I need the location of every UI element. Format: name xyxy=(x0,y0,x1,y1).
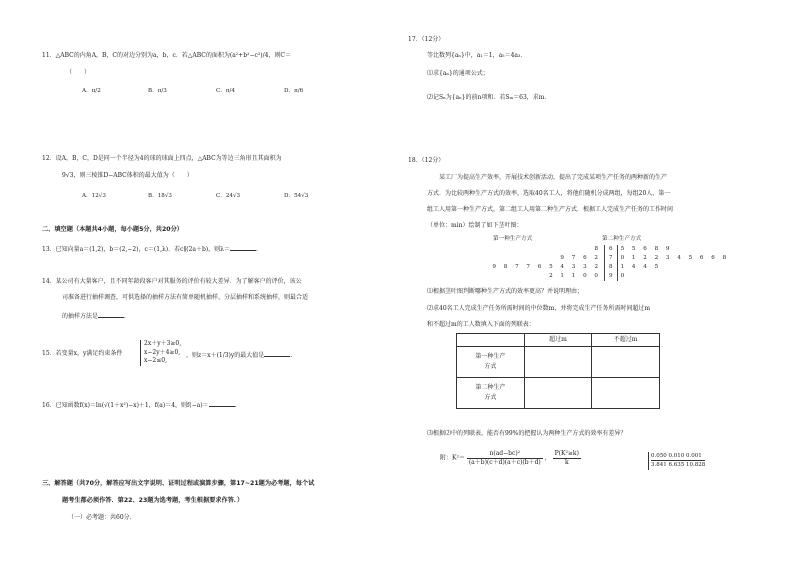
q11-option-a: A．π/2 xyxy=(82,88,101,94)
q12-option-a: A．12√3 xyxy=(82,193,106,199)
q15-constraint-2: x−2y＋4≥0, xyxy=(144,348,181,356)
q18-line1: 某工厂为提高生产效率，开展技术创新活动，提出了完成某项生产任务的两种新的生产 xyxy=(439,174,668,181)
q14-answer-blank xyxy=(98,311,124,318)
stemleaf-stem: 8 xyxy=(605,263,618,272)
q18-line2: 方式．为比较两种生产方式的效率，选取40名工人，将他们随机分成两组，每组20人，第一 xyxy=(427,190,671,197)
q12-option-d: D．54√3 xyxy=(284,193,309,199)
contingency-header-over-m: 超过m xyxy=(524,334,592,347)
q16-text: 16．已知函数f(x)＝ln(√(1＋x²)−x)＋1，f(a)＝4，则f(−a)＝ xyxy=(42,402,209,409)
q15-constraint-3: x−2≤0, xyxy=(144,357,167,365)
stemleaf-right-leaves: 0 1 2 2 3 4 5 6 6 8 xyxy=(620,255,730,261)
q11-option-c: C．π/4 xyxy=(216,88,235,94)
q15-answer-blank xyxy=(264,350,290,357)
q12-stem-line2: 9√3，则三棱锥D−ABC体积的最大值为（ ） xyxy=(62,172,193,179)
stemleaf-row xyxy=(478,254,744,263)
stemleaf-left-leaves: 2 1 1 0 0 xyxy=(549,273,601,279)
contingency-row-label-line2: 方式 xyxy=(484,394,497,401)
contingency-row-label-line1: 第一种生产 xyxy=(475,352,506,360)
q18-part1: ⑴根据茎叶图判断哪种生产方式的效率更高？并说明理由； xyxy=(427,288,584,295)
right-column xyxy=(397,0,794,562)
q11-paren: （ ） xyxy=(66,69,91,76)
stem-leaf-plot xyxy=(478,245,744,281)
k-fraction xyxy=(553,450,581,466)
q12-option-c: C．24√3 xyxy=(216,193,241,199)
stemleaf-head-left: 第一种生产方式 xyxy=(493,236,533,242)
contingency-row-label xyxy=(457,378,525,409)
k-numerator: P(K²≥k) xyxy=(554,450,579,457)
k2-fraction xyxy=(467,450,543,466)
stemleaf-left-leaves: 9 8 7 7 6 5 4 3 3 2 xyxy=(492,264,601,270)
contingency-row xyxy=(457,378,660,409)
q18-part2-line2: 和不超过m的工人数填入下面的列联表： xyxy=(427,321,535,328)
q11-option-b: B．π/3 xyxy=(148,88,167,94)
q18-line4: （单位：min）绘制了如下茎叶图： xyxy=(427,222,523,229)
k2-formula: 附：K²＝ $\frac{\text{n(ad−bc)²}}{(a+b)(c+d)(a+c)(b+d)}$ ， $\frac{\text{P(K²≥k)}}{k}$ xyxy=(440,450,579,466)
stemleaf-stem: 9 xyxy=(605,272,618,281)
q15-tail-text: ，则z＝x＋(1/3)y的最大值是 xyxy=(186,352,265,359)
q14-line2: 司准备进行抽样调查，可供选择的抽样方法有简单随机抽样、分层抽样和系统抽样，则最合适 xyxy=(62,294,309,301)
critical-p-row: 0.050 0.010 0.001 xyxy=(651,452,705,461)
contingency-header-not-over-m: 不超过m xyxy=(592,334,660,347)
contingency-row-label-line2: 方式 xyxy=(484,363,497,370)
q18-part2-line1: ⑵求40名工人完成生产任务所需时间的中位数m，并将完成生产任务所需时间超过m xyxy=(427,305,651,312)
stemleaf-right-leaves: 5 5 6 8 9 xyxy=(620,246,673,252)
stemleaf-row xyxy=(478,272,744,281)
k-denominator: k xyxy=(564,458,569,466)
q13-stem: 13．已知向量a＝(1,2)，b＝(2,−2)，c＝(1,λ)．若c∥(2a＋b)，则λ＝ . xyxy=(42,246,258,253)
q17-part1: ⑴求{aₙ}的通项公式； xyxy=(427,70,489,77)
k2-denominator: (a＋b)(c＋d)(a＋c)(b＋d) xyxy=(468,458,541,466)
q14-line3: 的抽样方法是 . xyxy=(62,313,126,320)
q15-tail: ，则z＝x＋(1/3)y的最大值是 . xyxy=(186,352,293,359)
q12-option-b: B．18√3 xyxy=(148,193,172,199)
q17-title: 17．（12分） xyxy=(408,36,445,43)
contingency-cell xyxy=(592,347,660,378)
q13-text: 13．已知向量a＝(1,2)，b＝(2,−2)，c＝(1,λ)．若c∥(2a＋b)，则λ＝ xyxy=(42,246,230,253)
contingency-cell xyxy=(592,378,660,409)
critical-k-row: 3.841 6.635 10.828 xyxy=(651,462,706,469)
k2-numerator: n(ad−bc)² xyxy=(467,450,543,459)
k2-formula-prefix: 附：K²＝ xyxy=(440,454,465,462)
q15-constraint-1: 2x＋y＋3≥0, xyxy=(144,340,182,347)
q13-answer-blank xyxy=(230,244,256,251)
stemleaf-right-leaves: 0 xyxy=(620,273,628,279)
section-fill-in-title: 二、填空题（本题共4小题，每小题5分，共20分） xyxy=(42,226,183,233)
critical-value-table xyxy=(648,452,705,470)
q17-stem: 等比数列{aₙ}中，a₁＝1，a₅＝4a₃． xyxy=(427,52,527,59)
stemleaf-left-leaves: 9 7 6 2 xyxy=(560,255,601,261)
q18-title: 18．（12分） xyxy=(408,157,445,164)
stemleaf-row xyxy=(478,245,744,254)
q16-stem: 16．已知函数f(x)＝ln(√(1＋x²)−x)＋1，f(a)＝4，则f(−a)＝ . xyxy=(42,402,237,409)
q12-stem-line1: 12．设A，B，C，D是同一个半径为4的球的球面上四点，△ABC为等边三角形且其面积为 xyxy=(42,155,282,162)
q16-answer-blank xyxy=(209,400,235,407)
contingency-cell xyxy=(524,347,592,378)
contingency-row-label xyxy=(457,347,525,378)
section-answers-line2: 题考生都必须作答．第22、23题为选考题，考生根据要求作答．） xyxy=(62,497,244,504)
q15-lead: 15．若变量x，y满足约束条件 xyxy=(42,350,123,357)
section-answers-sub: （一）必考题：共60分． xyxy=(68,514,136,521)
q14-line1: 14．某公司有大量客户，且不同年龄段客户对其服务的评价有较大差异．为了解客户的评价，该公 xyxy=(42,278,302,285)
stemleaf-right-leaves: 1 4 4 5 xyxy=(620,264,662,270)
q14-line3-text: 的抽样方法是 xyxy=(62,313,99,320)
contingency-row-label-line1: 第二种生产 xyxy=(475,383,506,391)
stemleaf-row xyxy=(478,263,744,272)
stemleaf-stem: 6 xyxy=(605,245,618,254)
contingency-header-row xyxy=(457,334,660,347)
stemleaf-stem: 7 xyxy=(605,254,618,263)
q15-constraints xyxy=(140,340,181,366)
contingency-row xyxy=(457,347,660,378)
q11-stem: 11．△ABC的内角A，B，C的对边分别为a，b，c．若△ABC的面积为(a²+b²−c²)/4，则C＝ xyxy=(42,52,292,59)
q18-part3: ⑶根据⑵中的列联表，能否有99%的把握认为两种生产方式的效率有差异？ xyxy=(427,430,627,437)
stemleaf-left-leaves: 8 xyxy=(594,246,601,252)
section-answers-line1: 三、解答题（共70分，解答应写出文字说明、证明过程或演算步骤，第17~21题为必考题，每个试 xyxy=(42,480,315,487)
contingency-table xyxy=(456,333,660,409)
contingency-corner xyxy=(457,334,525,347)
q17-part2: ⑵记Sₙ为{aₙ}的前n项和．若Sₘ＝63，求m． xyxy=(427,94,551,101)
q18-line3: 组工人用第一种生产方式，第二组工人用第二种生产方式．根据工人完成生产任务的工作时间 xyxy=(427,206,674,213)
q11-option-d: D．π/6 xyxy=(284,88,304,94)
stemleaf-head-right: 第二种生产方式 xyxy=(602,236,642,242)
contingency-cell xyxy=(524,378,592,409)
